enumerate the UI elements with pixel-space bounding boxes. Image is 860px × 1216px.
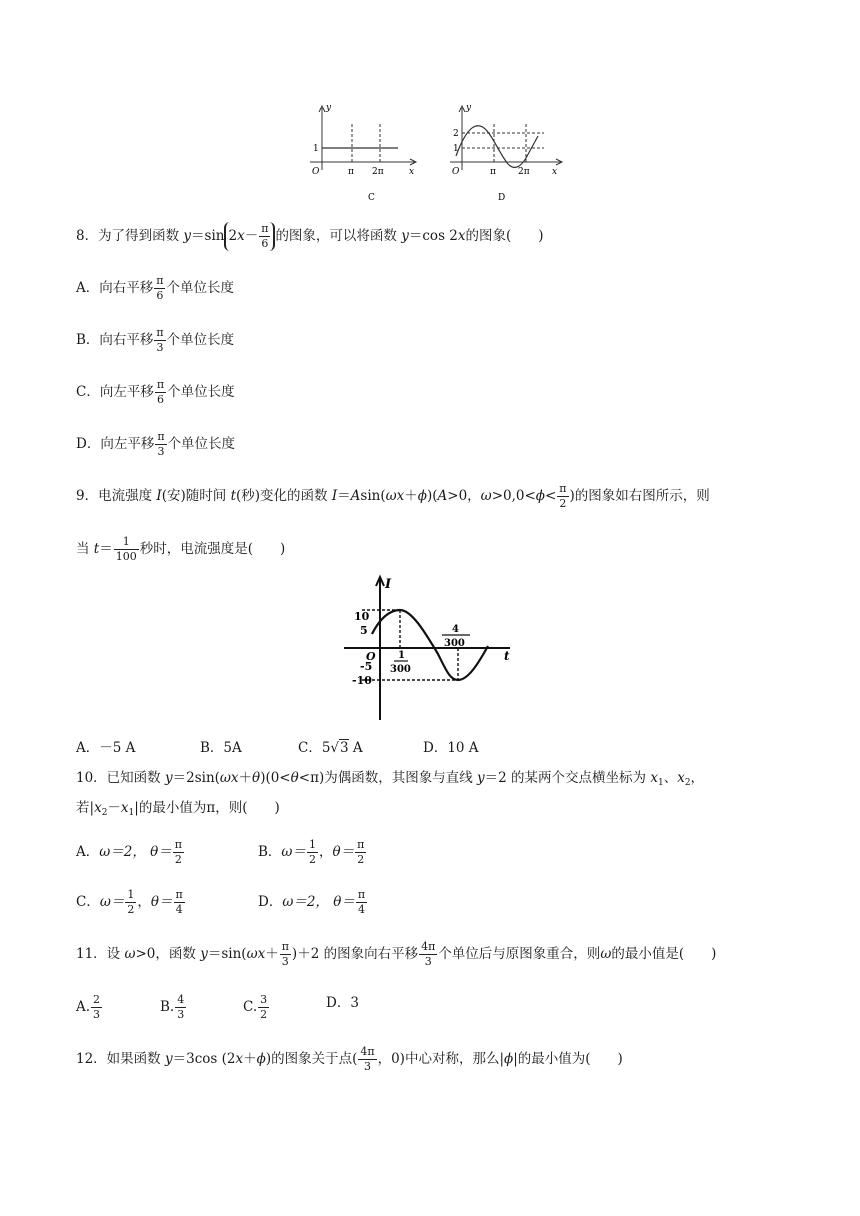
q9-graph-y5: 5 <box>360 624 368 637</box>
q9-stem-line1: 9．电流强度 I(安)随时间 t(秒)变化的函数 I＝Asin(ωx＋ϕ)(A>0，ω>0,0<ϕ< $\frac{\pi}{2}$ )的图象如右图所示，则 <box>76 482 710 510</box>
q9-graph-yneg5: -5 <box>360 660 373 673</box>
graph-c-tick-2pi: 2π <box>372 167 384 177</box>
graph-c-caption: C <box>368 193 375 203</box>
q8-option-a[interactable]: A．向右平移 $\frac{\pi}{6}$ 个单位长度 <box>76 274 234 302</box>
q9-current-graph <box>330 574 530 724</box>
graph-c <box>296 96 426 206</box>
q9-stem-line2: 当 t＝ $\frac{1}{100}$ 秒时，电流强度是( ) <box>76 535 286 563</box>
q9-graph-t2-num: 4 <box>452 624 459 635</box>
q10-option-d[interactable]: D．ω＝2， θ＝ $\frac{\pi}{4}$ <box>258 888 366 916</box>
q11-option-a[interactable]: A. $\frac{2}{3}$ <box>76 993 101 1021</box>
q10-option-a[interactable]: A．ω＝2， θ＝ $\frac{\pi}{2}$ <box>76 838 183 866</box>
q8-option-c[interactable]: C．向左平移 $\frac{\pi}{6}$ 个单位长度 <box>76 378 235 406</box>
q9-option-d[interactable]: D．10 A <box>423 740 479 756</box>
graph-c-x-label: x <box>409 167 415 177</box>
q9-graph-axis-t: t <box>504 649 510 663</box>
graph-c-y-label: y <box>326 103 332 113</box>
q9-option-a[interactable]: A．－5 A <box>76 740 136 756</box>
q9-graph-t1-num: 1 <box>398 650 405 661</box>
graph-d <box>442 96 572 206</box>
graph-d-origin: O <box>452 167 460 177</box>
q9-option-c[interactable]: C．5√3 A <box>298 740 363 756</box>
q8-option-b[interactable]: B．向右平移 $\frac{\pi}{3}$ 个单位长度 <box>76 326 235 354</box>
graph-c-tick-1: 1 <box>313 144 319 154</box>
graph-d-tick-1: 1 <box>453 144 459 154</box>
q9-graph-yneg10: -10 <box>352 674 372 687</box>
q9-graph-t2-den: 300 <box>444 638 465 649</box>
q9-option-b[interactable]: B．5A <box>200 740 242 756</box>
q8-stem: 8．为了得到函数 y＝sin 2x－ $\frac{\pi}{6}$ 的图象，可以将函数 y＝cos 2x的图象( ) <box>76 222 544 250</box>
q11-option-b[interactable]: B. $\frac{4}{3}$ <box>160 993 185 1021</box>
graph-d-tick-pi: π <box>490 167 496 177</box>
graph-d-y-label: y <box>466 103 472 113</box>
q9-graph-axis-i: I <box>385 577 392 592</box>
q9-graph-y10: 10 <box>354 610 370 623</box>
q8-option-d[interactable]: D．向左平移 $\frac{\pi}{3}$ 个单位长度 <box>76 430 236 458</box>
graph-d-tick-2pi: 2π <box>518 167 530 177</box>
q10-stem-line1: 10．已知函数 y＝2sin(ωx＋θ)(0<θ<π)为偶函数，其图象与直线 y＝2 的某两个交点横坐标为 $x_1$、$x_2$， <box>76 770 705 788</box>
q9-graph-t1-den: 300 <box>390 664 411 675</box>
q10-option-b[interactable]: B．ω＝ $\frac{1}{2}$ ，θ＝ $\frac{\pi}{2}$ <box>258 838 365 866</box>
q8-bracket-group: 2x－ $\frac{\pi}{6}$ <box>224 222 275 251</box>
q11-stem: 11．设 ω>0，函数 y＝sin(ωx＋ $\frac{\pi}{3}$ )＋2 的图象向右平移 $\frac{4\pi}{3}$ 个单位后与原图象重合，则ω的最小值是( ) <box>76 940 717 968</box>
q11-option-c[interactable]: C. $\frac{3}{2}$ <box>243 993 268 1021</box>
q10-stem-line2: 若$|x_2-x_1|$的最小值为π，则( ) <box>76 800 280 818</box>
q9-graph-origin: O <box>366 650 376 663</box>
q12-stem: 12．如果函数 y＝3cos (2x＋ϕ)的图象关于点( $\frac{4\pi}{3}$ ，0)中心对称，那么|ϕ|的最小值为( ) <box>76 1045 623 1073</box>
q10-option-c[interactable]: C．ω＝ $\frac{1}{2}$ ，θ＝ $\frac{\pi}{4}$ <box>76 888 183 916</box>
q8-fraction-pi-6: $\frac{\pi}{6}$ <box>261 222 269 250</box>
graph-c-origin: O <box>312 167 320 177</box>
graph-d-x-label: x <box>552 167 558 177</box>
graph-d-tick-2: 2 <box>453 129 459 139</box>
graph-c-tick-pi: π <box>348 167 354 177</box>
graph-d-caption: D <box>498 193 506 203</box>
q11-option-d[interactable]: D．3 <box>326 995 359 1011</box>
